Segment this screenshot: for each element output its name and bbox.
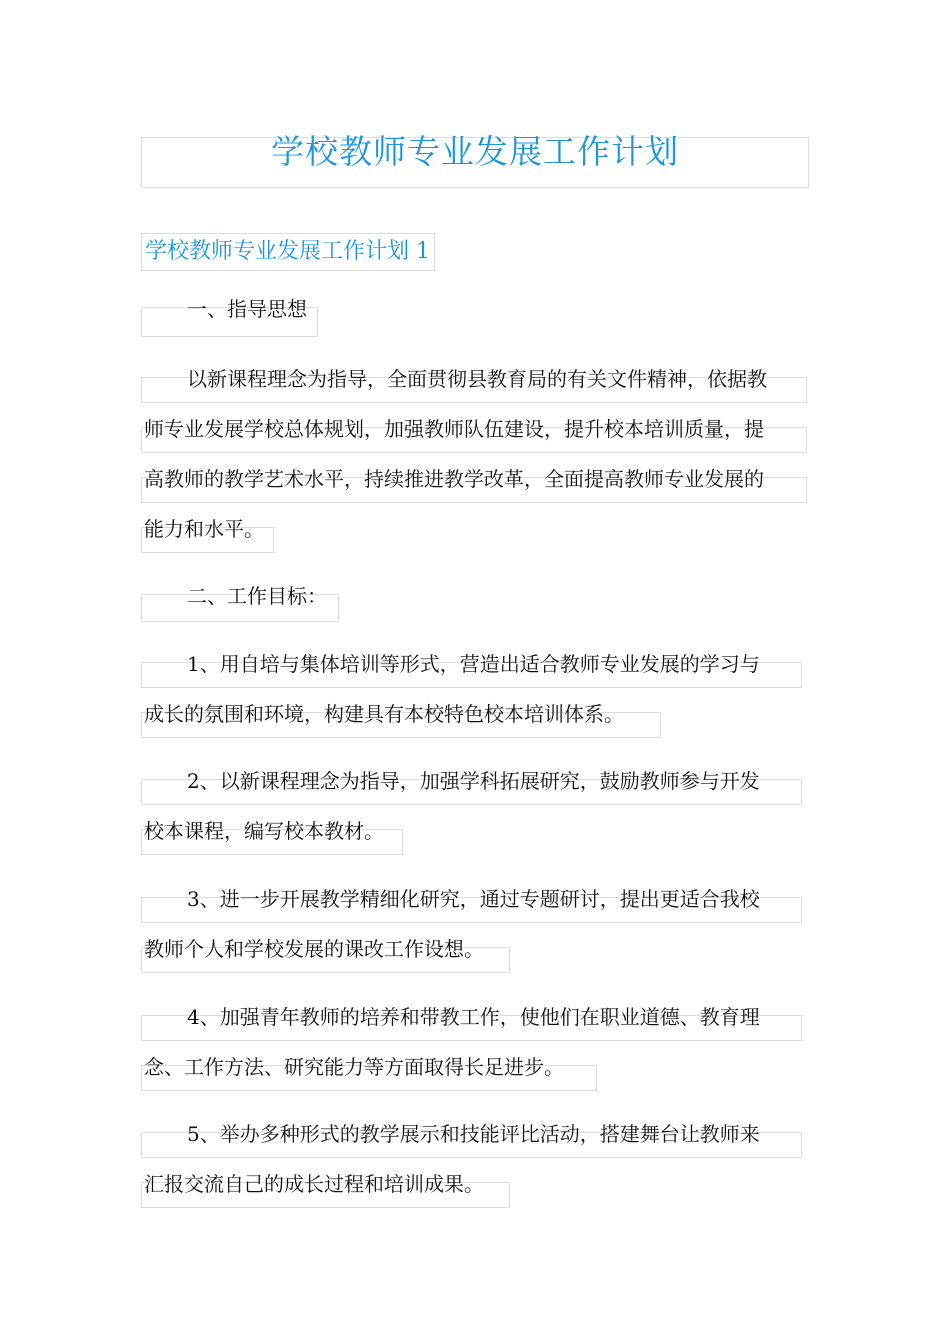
paragraph-line: 师专业发展学校总体规划，加强教师队伍建设，提升校本培训质量，提 (141, 427, 807, 453)
document-title: 学校教师专业发展工作计划 (141, 137, 809, 188)
paragraph-line: 以新课程理念为指导，全面贯彻县教育局的有关文件精神，依据教 (141, 377, 807, 403)
paragraph-line: 能力和水平。 (141, 527, 274, 553)
document-subtitle: 学校教师专业发展工作计划 1 (141, 233, 435, 271)
goal-line: 3、进一步开展教学精细化研究，通过专题研讨，提出更适合我校 (141, 897, 802, 923)
goal-line: 念、工作方法、研究能力等方面取得长足进步。 (141, 1065, 597, 1091)
goal-line: 成长的氛围和环境，构建具有本校特色校本培训体系。 (141, 712, 661, 738)
goal-line: 汇报交流自己的成长过程和培训成果。 (141, 1182, 510, 1208)
section-heading-work-goals: 二、工作目标： (141, 594, 339, 622)
goal-line: 5、举办多种形式的教学展示和技能评比活动，搭建舞台让教师来 (141, 1132, 802, 1158)
goal-line: 校本课程，编写校本教材。 (141, 829, 403, 855)
section-heading-guiding-ideology: 一、指导思想 (141, 307, 318, 337)
goal-line: 1、用自培与集体培训等形式，营造出适合教师专业发展的学习与 (141, 662, 802, 688)
goal-line: 2、以新课程理念为指导，加强学科拓展研究，鼓励教师参与开发 (141, 779, 802, 805)
goal-line: 4、加强青年教师的培养和带教工作，使他们在职业道德、教育理 (141, 1015, 802, 1041)
paragraph-line: 高教师的教学艺术水平，持续推进教学改革，全面提高教师专业发展的 (141, 477, 807, 503)
goal-line: 教师个人和学校发展的课改工作设想。 (141, 947, 510, 973)
